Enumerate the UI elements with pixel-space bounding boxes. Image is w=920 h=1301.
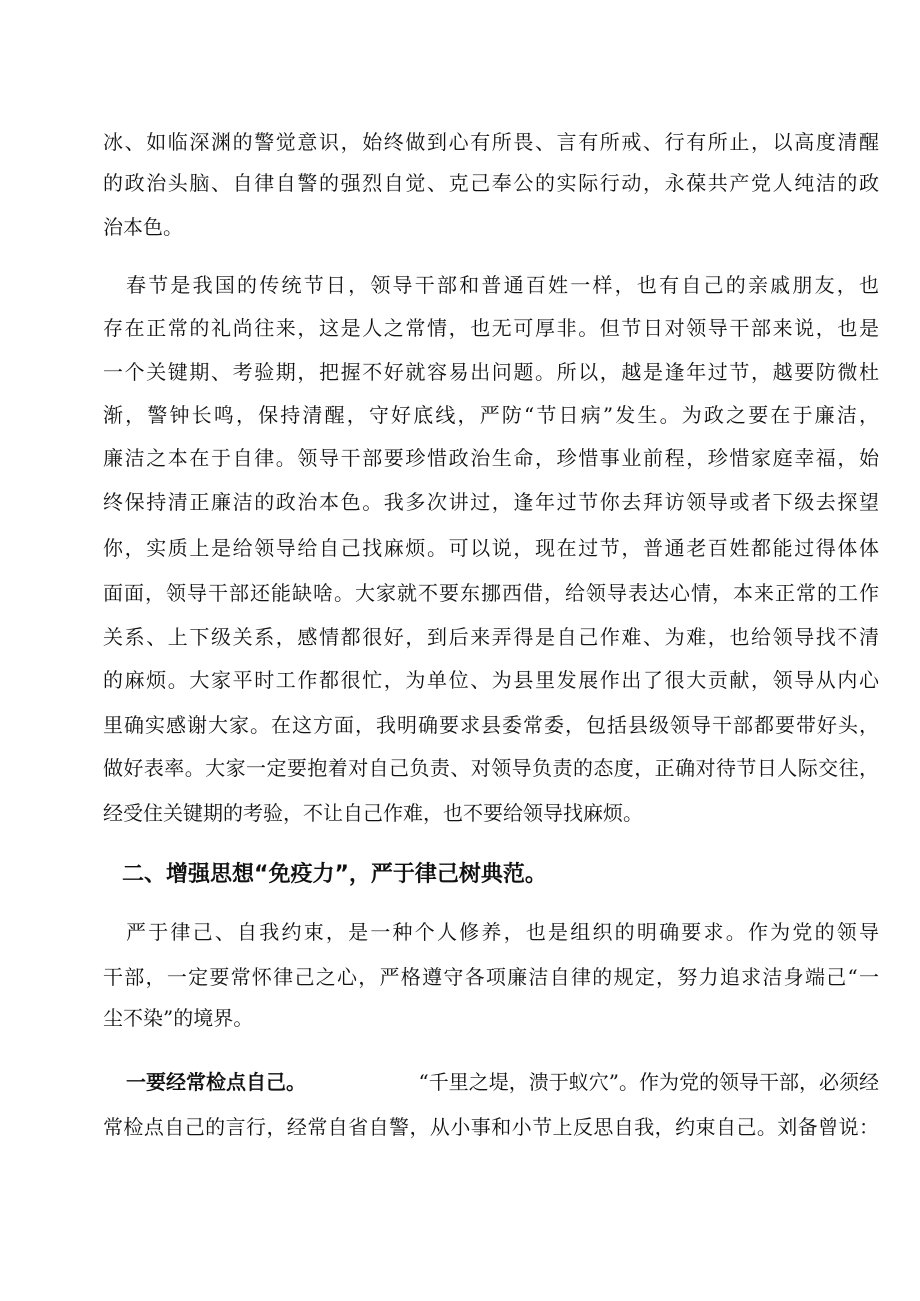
text-line: 关系、上下级关系，感情都很好，到后来弄得是自己作难、为难，也给领导找不清 — [103, 625, 879, 649]
text-line: 经受住关键期的考验，不让自己作难，也不要给领导找麻烦。 — [103, 801, 643, 825]
text-line: 做好表率。大家一定要抱着对自己负责、对领导负责的态度，正确对待节日人际交往， — [103, 756, 879, 780]
text-line: 严于律己、自我约束，是一种个人修养，也是组织的明确要求。作为党的领导 — [126, 920, 879, 944]
text-line: 的麻烦。大家平时工作都很忙，为单位、为县里发展作出了很大贡献，领导从内心 — [103, 668, 879, 692]
text-line: 终保持清正廉洁的政治本色。我多次讲过，逢年过节你去拜访领导或者下级去探望 — [103, 490, 879, 514]
text-line: 尘不染”的境界。 — [103, 1006, 254, 1030]
text-line: 渐，警钟长鸣，保持清醒，守好底线，严防“节日病”发生。为政之要在于廉洁， — [103, 403, 879, 427]
text-line: 常检点自己的言行，经常自省自警，从小事和小节上反思自我，约束自己。刘备曾说： — [103, 1115, 879, 1139]
text-line: 你，实质上是给领导给自己找麻烦。可以说，现在过节，普通老百姓都能过得体体 — [103, 536, 879, 560]
text-line: 存在正常的礼尚往来，这是人之常情，也无可厚非。但节日对领导干部来说，也是 — [103, 316, 879, 340]
text-line: 春节是我国的传统节日，领导干部和普通百姓一样，也有自己的亲戚朋友，也 — [126, 273, 879, 297]
section-heading: 二、增强思想“免疫力”，严于律己树典范。 — [122, 862, 547, 887]
text-line: 一个关键期、考验期，把握不好就容易出问题。所以，越是逢年过节，越要防微杜 — [103, 360, 879, 384]
text-line: 面面，领导干部还能缺啥。大家就不要东挪西借，给领导表达心情，本来正常的工作 — [103, 581, 879, 605]
text-line: 的政治头脑、自律自警的强烈自觉、克己奉公的实际行动，永葆共产党人纯洁的政 — [103, 171, 879, 195]
bold-lead: 一要经常检点自己。 — [126, 1070, 306, 1094]
text-line: 廉洁之本在于自律。领导干部要珍惜政治生命，珍惜事业前程，珍惜家庭幸福，始 — [103, 446, 879, 470]
text-line: 里确实感谢大家。在这方面，我明确要求县委常委，包括县级领导干部都要带好头， — [103, 713, 879, 737]
text-line: 干部，一定要常怀律己之心，严格遵守各项廉洁自律的规定，努力追求洁身端己“一 — [103, 965, 879, 989]
text-line: 冰、如临深渊的警觉意识，始终做到心有所畏、言有所戒、行有所止，以高度清醒 — [103, 130, 879, 154]
text-line: 治本色。 — [103, 215, 183, 239]
text-line — [126, 1067, 879, 1097]
text-line-rest: “千里之堤，溃于蚁穴”。作为党的领导干部，必须经 — [418, 1070, 879, 1094]
